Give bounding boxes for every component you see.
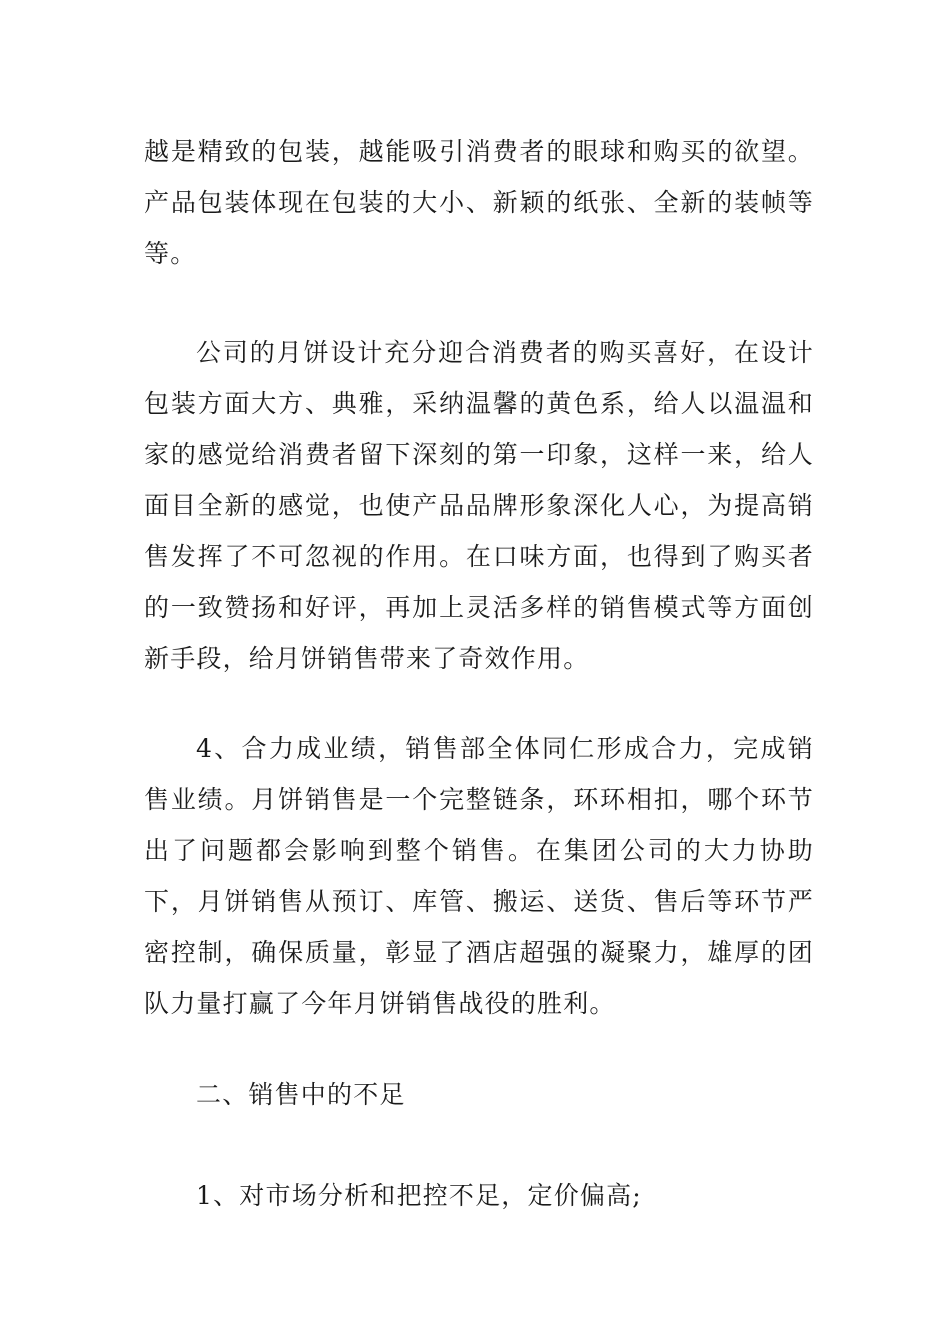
paragraph-packaging: 越是精致的包装，越能吸引消费者的眼球和购买的欲望。产品包装体现在包装的大小、新颖的纸张、全新的装帧等等。 xyxy=(144,137,814,268)
section-heading-shortcomings: 二、销售中的不足 xyxy=(196,1080,406,1109)
paragraph-teamwork: 4、合力成业绩，销售部全体同仁形成合力，完成销售业绩。月饼销售是一个完整链条，环环相扣，哪个环节出了问题都会影响到整个销售。在集团公司的大力协助下，月饼销售从预订、库管、搬运、送货、售后等环节严密控制，确保质量，彰显了酒店超强的凝聚力，雄厚的团队力量打赢了今年月饼销售战役的胜利。 xyxy=(144,734,814,1018)
paragraph-shortcoming-1: 1、对市场分析和把控不足，定价偏高; xyxy=(196,1181,642,1210)
paragraph-design: 公司的月饼设计充分迎合消费者的购买喜好，在设计包装方面大方、典雅，采纳温馨的黄色系，给人以温温和家的感觉给消费者留下深刻的第一印象，这样一来，给人面目全新的感觉，也使产品品牌形象深化人心，为提高销售发挥了不可忽视的作用。在口味方面，也得到了购买者的一致赞扬和好评，再加上灵活多样的销售模式等方面创新手段，给月饼销售带来了奇效作用。 xyxy=(144,338,814,673)
